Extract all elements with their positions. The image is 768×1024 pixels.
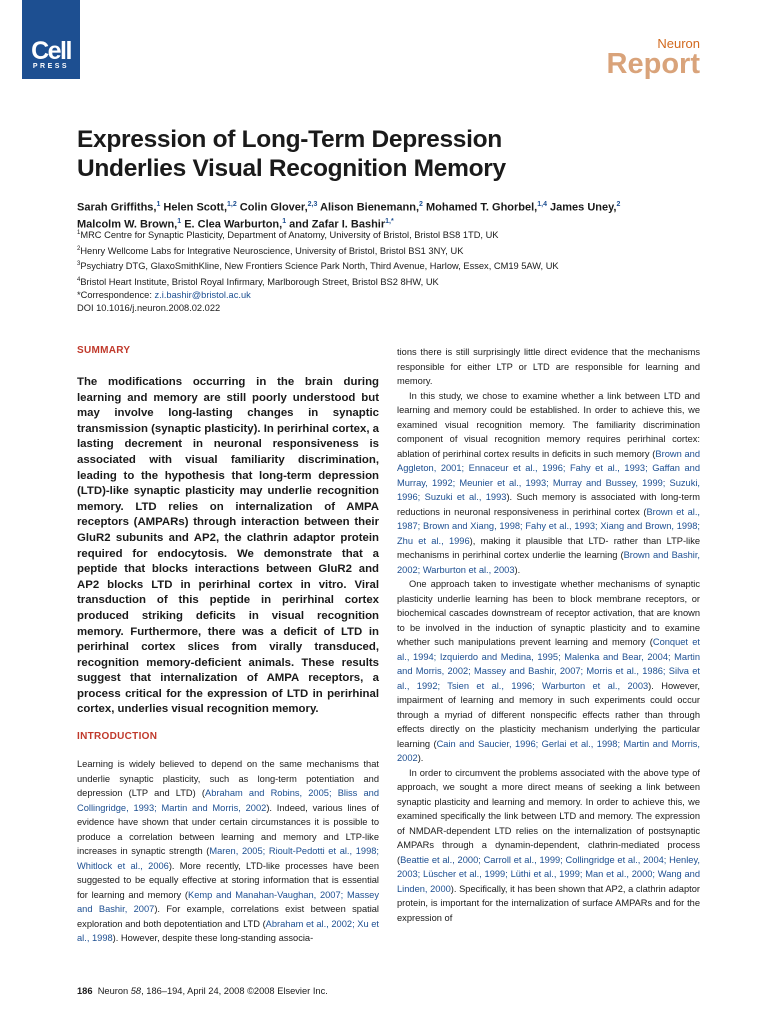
journal-name: Neuron xyxy=(657,36,700,51)
author: Helen Scott, xyxy=(160,201,227,214)
body-text: ). xyxy=(514,564,521,575)
paragraph xyxy=(397,766,700,926)
body-text: In this study, we chose to examine whether a link between LTD and learning and memory could be established. In order to achieve this, we examined visual recognition memory. The familiarity discrimination component of visual recognition memory requires perirhinal cortex: ablation of perirhinal cortex results in deficits in such memory ( xyxy=(397,390,700,459)
footer-citation: , 186–194, April 24, 2008 ©2008 Elsevier Inc. xyxy=(141,986,328,996)
affiliation xyxy=(77,274,717,290)
affiliation-mark: 3 xyxy=(77,261,81,267)
body-text: In order to circumvent the problems associated with the above type of approach, we sought a more direct means of seeking a link between synaptic plasticity and learning and memory. In order to achieve this, we examined specifically the link between LTD and memory. The expression of NMDAR-dependent LTD relies on the internalization of postsynaptic AMPARs through a dynamin-dependent, clathrin-mediated process ( xyxy=(397,767,700,865)
affiliation-mark: 1 xyxy=(77,230,81,236)
author: E. Clea Warburton, xyxy=(181,218,283,231)
citation-link[interactable]: Kemp and Manahan-Vaughan, 2007; Massey and Bashir, 2007 xyxy=(77,889,379,914)
body-text: ). More recently, LTD-like processes have been suggested to be equally effective at storing information that is essential for learning and memory ( xyxy=(77,860,379,900)
paragraph: tions there is still surprisingly little direct evidence that the mechanisms responsible for either LTP or LTD are responsible for learning and memory. xyxy=(397,347,700,386)
author: Sarah Griffiths, xyxy=(77,201,157,214)
footer-journal: Neuron xyxy=(97,986,131,996)
affiliations xyxy=(77,227,717,316)
correspondence-email-link[interactable]: z.i.bashir@bristol.ac.uk xyxy=(154,290,251,300)
citation-link[interactable]: Maren, 2005; Rioult-Pedotti et al., 1998; Whitlock et al., 2006 xyxy=(77,846,379,871)
citation-link[interactable]: Beattie et al., 2000; Carroll et al., 1999; Collingridge et al., 2004; Henley, 2003; Lüscher et al., 1999; Lüthi et al., 1999; Man et al., 2000; Wang and Linden, 2000 xyxy=(397,854,700,894)
author: Malcolm W. Brown, xyxy=(77,218,178,231)
page-footer xyxy=(77,986,328,996)
affiliation-text: Bristol Heart Institute, Bristol Royal Infirmary, Marlborough Street, Bristol BS2 8HW, UK xyxy=(80,276,439,287)
author-mark[interactable]: 1 xyxy=(177,217,182,225)
author: Colin Glover, xyxy=(236,201,308,214)
author-mark[interactable]: 1 xyxy=(282,217,287,225)
summary-text: The modifications occurring in the brain during learning and memory are still poorly understood but may involve long-lasting changes in synaptic transmission (synaptic plasticity). In perirhinal cortex, a lasting decrement in neuronal responsiveness is associated with visual familiarity discrimination, leading to the hypothesis that long-term depression (LTD)-like synaptic plasticity may underlie recognition memory. LTD relies on internalization of AMPA receptors (AMPARs) through interaction between their GluR2 subunits and AP2, the clathrin adaptor protein required for endocytosis. We demonstrate that a peptide that blocks interactions between GluR2 and AP2 blocks LTD in perirhinal cortex in vitro. Viral transduction of this peptide in perirhinal cortex produced striking deficits in visual recognition memory. Furthermore, there was a deficit of LTD in perirhinal cortex slices from virally transduced, recognition memory-deficient animals. These results suggest that internalization of AMPA receptors, a process critical for the expression of LTD in perirhinal cortex, underlies visual recognition memory. xyxy=(77,376,379,716)
body-text: Learning is widely believed to depend on the same mechanisms that underlie synaptic plasticity, such as long-term potentiation and depression (LTP and LTD) ( xyxy=(77,759,379,798)
affiliation-mark: 4 xyxy=(77,276,81,283)
affiliation-mark: 2 xyxy=(77,245,81,252)
paragraph xyxy=(397,577,700,766)
affiliation-text: MRC Centre for Synaptic Plasticity, Department of Anatomy, University of Bristol, Bristol BS8 1TD, UK xyxy=(80,230,499,241)
correspondence xyxy=(77,289,717,302)
author-mark[interactable]: 1,2 xyxy=(227,201,237,208)
right-column xyxy=(397,345,700,925)
author-mark[interactable]: 1,* xyxy=(385,217,394,225)
citation-link[interactable]: Abraham and Robins, 2005; Bliss and Collingridge, 1993; Martin and Morris, 2002 xyxy=(77,788,380,813)
body-text: ). Such memory is associated with long-term reductions in neuronal responsiveness in perirhinal cortex ( xyxy=(397,492,701,517)
author-mark[interactable]: 2 xyxy=(419,201,423,208)
author: James Uney, xyxy=(546,201,617,214)
body-text: ). Specifically, it has been shown that AP2, a clathrin adaptor protein, is important for the internalization of surface AMPARs and for the expression of xyxy=(397,883,700,923)
author: Alison Bienemann, xyxy=(317,201,420,214)
paragraph xyxy=(397,389,700,578)
introduction-heading: INTRODUCTION xyxy=(77,731,158,742)
doi[interactable]: DOI 10.1016/j.neuron.2008.02.022 xyxy=(77,303,221,314)
affiliation xyxy=(77,227,717,243)
body-text: One approach taken to investigate whether mechanisms of synaptic plasticity underlie learning has been to block membrane receptors, or biochemical cascades downstream of receptor activation, that are known to be involved in the induction of synaptic plasticity and to examine whether such manipulations prevent learning and memory ( xyxy=(397,579,700,647)
article-type: Report xyxy=(606,48,700,80)
citation-link[interactable]: Cain and Saucier, 1996; Gerlai et al., 1998; Martin and Morris, 2002 xyxy=(397,738,700,763)
title-line: Expression of Long-Term Depression xyxy=(77,126,502,153)
introduction-paragraph xyxy=(77,757,379,946)
affiliation-text: Psychiatry DTG, GlaxoSmithKline, New Frontiers Science Park North, Third Avenue, Harlow, Essex, CM19 5AW, UK xyxy=(80,261,559,272)
citation-link[interactable]: Abraham et al., 2002; Xu et al., 1998 xyxy=(77,918,380,943)
citation-link[interactable]: Conquet et al., 1994; Izquierdo and Medina, 1995; Malenka and Bear, 2004; Martin and Morris, 2002; Massey and Bashir, 2007; Morris et al., 1986; Silva et al., 1992; Tsien et al., 1996; Warburton et al., 2003 xyxy=(397,637,700,691)
author-mark[interactable]: 1,4 xyxy=(537,201,547,208)
body-text: ). xyxy=(417,753,424,763)
body-text: ). Indeed, various lines of evidence have shown that under certain circumstances it is possible to produce a correlation between learning and memory and LTP-like increases in synaptic strength ( xyxy=(77,802,379,856)
body-text: ), making it plausible that LTD- rather than LTP-like mechanisms in perirhinal cortex underlie the learning ( xyxy=(397,535,701,560)
author-mark[interactable]: 1 xyxy=(156,201,161,208)
cell-press-logo xyxy=(22,0,80,79)
citation-link[interactable]: Brown and Aggleton, 2001; Ennaceur et al., 1996; Fahy et al., 1993; Gaffan and Murray, 1992; Meunier et al., 1993; Murray and Bussey, 1999; Suzuki, 1996; Suzuki et al., 1993 xyxy=(397,448,700,502)
logo-word: Cell xyxy=(31,37,71,65)
author: Mohamed T. Ghorbel, xyxy=(422,201,538,214)
body-text: ). For example, correlations exist between spatial exploration and both depotentiation and LTD ( xyxy=(77,904,379,929)
citation-link[interactable]: Brown et al., 1987; Brown and Xiang, 1998; Fahy et al., 1993; Xiang and Brown, 1998; Zhu et al., 1996 xyxy=(397,506,700,546)
affiliation xyxy=(77,243,717,259)
summary-heading: SUMMARY xyxy=(77,345,131,356)
footer-volume: 58 xyxy=(130,986,142,996)
affiliation xyxy=(77,258,717,274)
correspondence-label: *Correspondence: xyxy=(77,290,155,300)
author: and Zafar I. Bashir xyxy=(286,218,386,231)
page-number: 186 xyxy=(77,986,93,996)
author-mark[interactable]: 2 xyxy=(616,201,621,208)
citation-link[interactable]: Brown and Bashir, 2002; Warburton et al., 2003 xyxy=(397,550,701,575)
body-text: ). However, despite these long-standing associa- xyxy=(112,933,314,943)
body-text: ). However, impairment of learning and memory in such experiments could occur through a myriad of different nonspecific effects rather than through effects directly on the plasticity mechanism underlying the particular learning ( xyxy=(397,680,701,749)
author-mark[interactable]: 2,3 xyxy=(307,201,318,208)
affiliation-text: Henry Wellcome Labs for Integrative Neuroscience, University of Bristol, Bristol BS1 3NY, UK xyxy=(80,245,464,256)
logo-sub: PRESS xyxy=(32,63,70,70)
title-line: Underlies Visual Recognition Memory xyxy=(77,155,506,182)
article-title xyxy=(77,125,697,183)
